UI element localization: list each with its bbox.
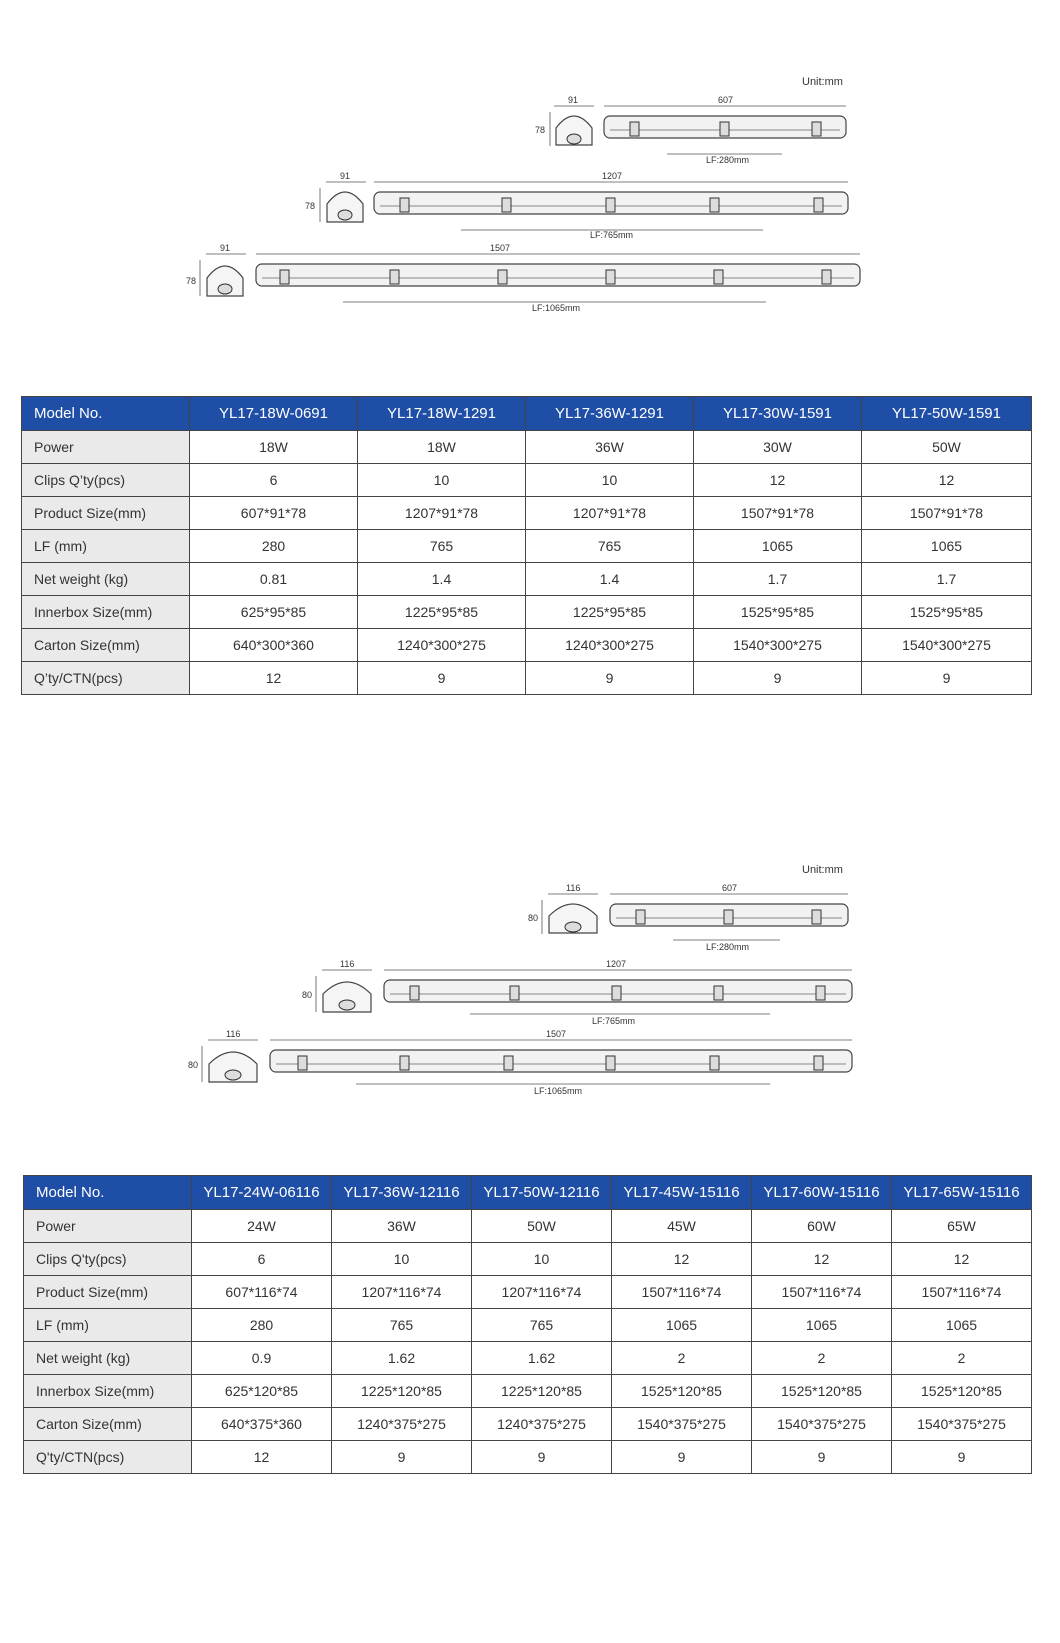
table-cell: 607*91*78 (190, 497, 358, 530)
side-view (270, 1029, 852, 1096)
row-label: Clips Q'ty(pcs) (24, 1243, 192, 1276)
table-cell: 1240*300*275 (526, 629, 694, 662)
table-row (22, 596, 1032, 629)
table-cell: 640*375*360 (192, 1408, 332, 1441)
table-cell: 36W (526, 431, 694, 464)
table-cell: 1240*375*275 (472, 1408, 612, 1441)
table-row (24, 1243, 1032, 1276)
dimension-drawings (0, 878, 1060, 1108)
lf-dim: LF:765mm (590, 230, 634, 240)
table-cell: 12 (190, 662, 358, 695)
header-cell: YL17-18W-0691 (190, 397, 358, 431)
table-cell: 1240*375*275 (332, 1408, 472, 1441)
drawing-607 (528, 883, 848, 952)
table-header-row (24, 1176, 1032, 1210)
table-cell: 50W (862, 431, 1032, 464)
lf-dim: LF:280mm (706, 155, 750, 165)
length-dim: 607 (718, 95, 734, 105)
row-label: Net weight (kg) (22, 563, 190, 596)
table-cell: 9 (694, 662, 862, 695)
table-row (22, 662, 1032, 695)
end-cap-view (186, 243, 246, 296)
table-cell: 10 (472, 1243, 612, 1276)
table-row (24, 1408, 1032, 1441)
table-cell: 45W (612, 1210, 752, 1243)
drawing-1507 (186, 243, 860, 313)
table-cell: 607*116*74 (192, 1276, 332, 1309)
table-row (24, 1342, 1032, 1375)
side-view (374, 171, 848, 240)
width-dim: 91 (220, 243, 231, 253)
side-view (384, 959, 852, 1026)
table-cell: 765 (472, 1309, 612, 1342)
height-dim: 78 (535, 125, 546, 135)
table-cell: 1540*375*275 (892, 1408, 1032, 1441)
table-header-row (22, 397, 1032, 431)
drawing-1507 (188, 1029, 852, 1096)
table-cell: 1225*95*85 (358, 596, 526, 629)
table-cell: 1240*300*275 (358, 629, 526, 662)
table-cell: 1507*91*78 (862, 497, 1032, 530)
table-cell: 1065 (752, 1309, 892, 1342)
width-dim: 116 (340, 959, 355, 969)
row-label: Q’ty/CTN(pcs) (22, 662, 190, 695)
header-cell: YL17-60W-15116 (752, 1176, 892, 1210)
table-cell: 12 (612, 1243, 752, 1276)
side-view (604, 95, 846, 165)
height-dim: 78 (186, 276, 197, 286)
table-cell: 1.62 (472, 1342, 612, 1375)
header-cell: Model No. (24, 1176, 192, 1210)
table-cell: 6 (190, 464, 358, 497)
row-label: Power (22, 431, 190, 464)
table-cell: 1065 (694, 530, 862, 563)
length-dim: 1507 (490, 243, 511, 253)
table-cell: 1225*120*85 (472, 1375, 612, 1408)
table-cell: 12 (892, 1243, 1032, 1276)
table-cell: 9 (862, 662, 1032, 695)
table-cell: 9 (752, 1441, 892, 1474)
table-cell: 9 (612, 1441, 752, 1474)
end-cap-view (528, 883, 598, 934)
header-cell: YL17-50W-1591 (862, 397, 1032, 431)
table-row (22, 464, 1032, 497)
table-row (24, 1441, 1032, 1474)
table-cell: 1207*91*78 (526, 497, 694, 530)
table-cell: 1.7 (862, 563, 1032, 596)
table-cell: 65W (892, 1210, 1032, 1243)
width-dim: 116 (226, 1029, 241, 1039)
length-dim: 1507 (546, 1029, 567, 1039)
width-dim: 91 (568, 95, 579, 105)
drawing-1207 (305, 171, 848, 240)
table-cell: 1507*91*78 (694, 497, 862, 530)
row-label: Clips Q’ty(pcs) (22, 464, 190, 497)
table-cell: 50W (472, 1210, 612, 1243)
table-row (24, 1210, 1032, 1243)
table-cell: 1065 (892, 1309, 1032, 1342)
side-view (256, 243, 860, 313)
table-cell: 1540*300*275 (694, 629, 862, 662)
row-label: Net weight (kg) (24, 1342, 192, 1375)
table-cell: 625*95*85 (190, 596, 358, 629)
table-cell: 1540*375*275 (612, 1408, 752, 1441)
row-label: Q'ty/CTN(pcs) (24, 1441, 192, 1474)
table-cell: 1525*120*85 (612, 1375, 752, 1408)
header-cell: Model No. (22, 397, 190, 431)
table-row (22, 563, 1032, 596)
table-cell: 24W (192, 1210, 332, 1243)
row-label: Carton Size(mm) (24, 1408, 192, 1441)
dimension-drawings (0, 90, 1060, 320)
length-dim: 1207 (606, 959, 627, 969)
table-cell: 1207*116*74 (332, 1276, 472, 1309)
header-cell: YL17-65W-15116 (892, 1176, 1032, 1210)
side-view (610, 883, 848, 952)
table-cell: 2 (612, 1342, 752, 1375)
header-cell: YL17-36W-1291 (526, 397, 694, 431)
table-cell: 765 (332, 1309, 472, 1342)
table-row (24, 1309, 1032, 1342)
lf-dim: LF:280mm (706, 942, 750, 952)
lf-dim: LF:765mm (592, 1016, 636, 1026)
table-cell: 1540*375*275 (752, 1408, 892, 1441)
table-row (24, 1276, 1032, 1309)
row-label: Power (24, 1210, 192, 1243)
table-cell: 10 (526, 464, 694, 497)
table-cell: 12 (752, 1243, 892, 1276)
height-dim: 80 (302, 990, 313, 1000)
length-dim: 1207 (602, 171, 623, 181)
table-cell: 1525*120*85 (752, 1375, 892, 1408)
table-cell: 60W (752, 1210, 892, 1243)
table-row (22, 431, 1032, 464)
table-cell: 1540*300*275 (862, 629, 1032, 662)
table-cell: 0.9 (192, 1342, 332, 1375)
table-cell: 9 (332, 1441, 472, 1474)
lf-dim: LF:1065mm (532, 303, 581, 313)
end-cap-view (302, 959, 372, 1012)
table-cell: 30W (694, 431, 862, 464)
table-cell: 1065 (862, 530, 1032, 563)
table-cell: 1525*95*85 (694, 596, 862, 629)
row-label: LF (mm) (24, 1309, 192, 1342)
height-dim: 78 (305, 201, 316, 211)
header-cell: YL17-36W-12116 (332, 1176, 472, 1210)
table-cell: 10 (358, 464, 526, 497)
end-cap-view (535, 95, 594, 146)
table-cell: 36W (332, 1210, 472, 1243)
table-row (22, 629, 1032, 662)
height-dim: 80 (188, 1060, 199, 1070)
table-cell: 1207*91*78 (358, 497, 526, 530)
table-cell: 1.62 (332, 1342, 472, 1375)
length-dim: 607 (722, 883, 738, 893)
table-cell: 9 (358, 662, 526, 695)
end-cap-view (305, 171, 366, 222)
row-label: Innerbox Size(mm) (24, 1375, 192, 1408)
row-label: Product Size(mm) (22, 497, 190, 530)
table-cell: 765 (526, 530, 694, 563)
drawing-607 (535, 95, 846, 165)
table-cell: 1.7 (694, 563, 862, 596)
table-cell: 1.4 (526, 563, 694, 596)
table-cell: 1225*120*85 (332, 1375, 472, 1408)
table-cell: 280 (190, 530, 358, 563)
table-cell: 280 (192, 1309, 332, 1342)
table-cell: 9 (472, 1441, 612, 1474)
width-dim: 116 (566, 883, 581, 893)
unit-label: Unit:mm (802, 864, 843, 876)
table-cell: 6 (192, 1243, 332, 1276)
table-cell: 0.81 (190, 563, 358, 596)
table-cell: 18W (190, 431, 358, 464)
table-cell: 765 (358, 530, 526, 563)
table-cell: 9 (892, 1441, 1032, 1474)
header-cell: YL17-50W-12116 (472, 1176, 612, 1210)
table-cell: 12 (862, 464, 1032, 497)
table-cell: 1507*116*74 (612, 1276, 752, 1309)
table-cell: 9 (526, 662, 694, 695)
table-cell: 1207*116*74 (472, 1276, 612, 1309)
drawing-1207 (302, 959, 852, 1026)
row-label: Product Size(mm) (24, 1276, 192, 1309)
header-cell: YL17-18W-1291 (358, 397, 526, 431)
row-label: LF (mm) (22, 530, 190, 563)
table-cell: 1507*116*74 (752, 1276, 892, 1309)
table-cell: 1065 (612, 1309, 752, 1342)
table-cell: 18W (358, 431, 526, 464)
spec-table-1 (21, 396, 1032, 695)
row-label: Innerbox Size(mm) (22, 596, 190, 629)
table-cell: 1.4 (358, 563, 526, 596)
end-cap-view (188, 1029, 258, 1082)
lf-dim: LF:1065mm (534, 1086, 583, 1096)
header-cell: YL17-30W-1591 (694, 397, 862, 431)
table-row (24, 1375, 1032, 1408)
height-dim: 80 (528, 913, 539, 923)
unit-label: Unit:mm (802, 76, 843, 88)
table-cell: 12 (694, 464, 862, 497)
table-cell: 2 (892, 1342, 1032, 1375)
table-cell: 640*300*360 (190, 629, 358, 662)
spec-table-2 (23, 1175, 1032, 1474)
width-dim: 91 (340, 171, 351, 181)
table-cell: 2 (752, 1342, 892, 1375)
table-cell: 1525*120*85 (892, 1375, 1032, 1408)
table-cell: 12 (192, 1441, 332, 1474)
table-cell: 1525*95*85 (862, 596, 1032, 629)
table-cell: 1225*95*85 (526, 596, 694, 629)
table-row (22, 497, 1032, 530)
header-cell: YL17-24W-06116 (192, 1176, 332, 1210)
row-label: Carton Size(mm) (22, 629, 190, 662)
table-cell: 10 (332, 1243, 472, 1276)
table-row (22, 530, 1032, 563)
table-cell: 625*120*85 (192, 1375, 332, 1408)
table-cell: 1507*116*74 (892, 1276, 1032, 1309)
header-cell: YL17-45W-15116 (612, 1176, 752, 1210)
